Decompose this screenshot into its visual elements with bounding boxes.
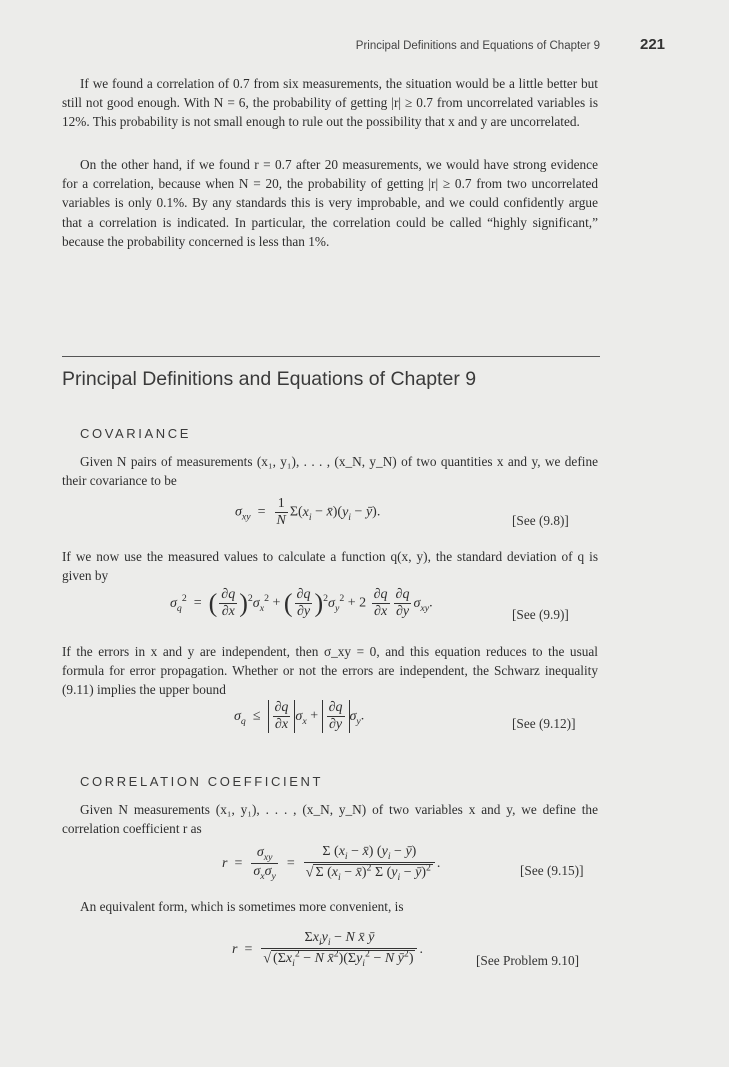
running-head: Principal Definitions and Equations of Chapter 9 xyxy=(355,40,600,52)
upper-bound-equation: $\sigma_q$ ≤ $\frac{\partial q}{\partial x}$ $\sigma_x$ + $\frac{\partial q}{\partial y}$ $\sigma_y$. xyxy=(234,700,365,732)
equivalent-form-equation: r = $\frac{\Sigma x_iy_i - N x̄ ȳ}{√ (\Sigma x_i^2 - N x̄^2)(\Sigma y_i^2 - N ȳ^2)}$ . xyxy=(232,930,423,970)
equation-reference-9-8: [See (9.8)] xyxy=(512,513,569,528)
covariance-equation: $\sigma_{xy}$ = $\frac{1}{N}$ $\Sigma(x_i$ − $x̄)(y_i$ − ȳ). xyxy=(235,496,381,528)
covariance-heading: COVARIANCE xyxy=(80,426,191,441)
equation-reference-9-12: [See (9.12)] xyxy=(512,716,576,731)
correlation-heading: CORRELATION COEFFICIENT xyxy=(80,774,324,789)
covariance-paragraph-1: Given N pairs of measurements (x₁, y₁), . . . , (x_N, y_N) of two quantities x and y, we define their covariance to be xyxy=(62,454,598,489)
correlation-coefficient-equation: r = $\frac{\sigma_{xy}}{\sigma_x\sigma_y}$ = $\frac{\Sigma (x_i - x̄) (y_i - ȳ)}{√ \Sigma (x_i - x̄)^2 \Sigma (y_i - ȳ)^2}$ . xyxy=(222,844,441,884)
page-number: 221 xyxy=(640,36,666,53)
equation-reference-9-15: [See (9.15)] xyxy=(520,863,584,878)
section-divider xyxy=(62,356,600,357)
covariance-paragraph-2: If we now use the measured values to calculate a function q(x, y), the standard deviation of q is given by xyxy=(62,549,598,584)
equation-reference-problem-9-10: [See Problem 9.10] xyxy=(476,953,580,968)
intro-paragraph-2: On the other hand, if we found r = 0.7 after 20 measurements, we would have strong evidence for a correlation, because when N = 20, the probability of getting |r| ≥ 0.7 from two uncorrelated variables is only 0.1%. By any standards this is very improbable, and we could confidently argue that a correlation is indicated. In particular, the correlation could be called “highly significant,” because the probability concerned is less than 1%. xyxy=(62,157,598,249)
std-deviation-equation: $\sigma_q^2$ = ( $\frac{\partial q}{\partial x}$ )$^2\sigma_x^2$ + ( $\frac{\partial q}{\partial y}$ )$^2\sigma_y^2 + 2$ $\frac{\partial q}{\partial x}$ $\frac{\partial q}{\partial y}$ $\sigma_{xy}$. xyxy=(170,587,433,619)
correlation-paragraph-2: An equivalent form, which is sometimes more convenient, is xyxy=(80,899,404,914)
intro-paragraph-1: If we found a correlation of 0.7 from six measurements, the situation would be a little better but still not good enough. With N = 6, the probability of getting |r| ≥ 0.7 from uncorrelated variables is 12%. This probability is not small enough to rule out the possibility that x and y are uncorrelated. xyxy=(62,76,598,130)
equation-reference-9-9: [See (9.9)] xyxy=(512,607,569,622)
covariance-paragraph-3: If the errors in x and y are independent, then σ_xy = 0, and this equation reduces to the usual formula for error propagation. Whether or not the errors are independent, the Schwarz inequality (9.11) implies the upper bound xyxy=(62,644,598,698)
correlation-paragraph-1: Given N measurements (x₁, y₁), . . . , (x_N, y_N) of two variables x and y, we define the correlation coefficient r as xyxy=(62,802,598,837)
section-title: Principal Definitions and Equations of Chapter 9 xyxy=(62,368,477,390)
